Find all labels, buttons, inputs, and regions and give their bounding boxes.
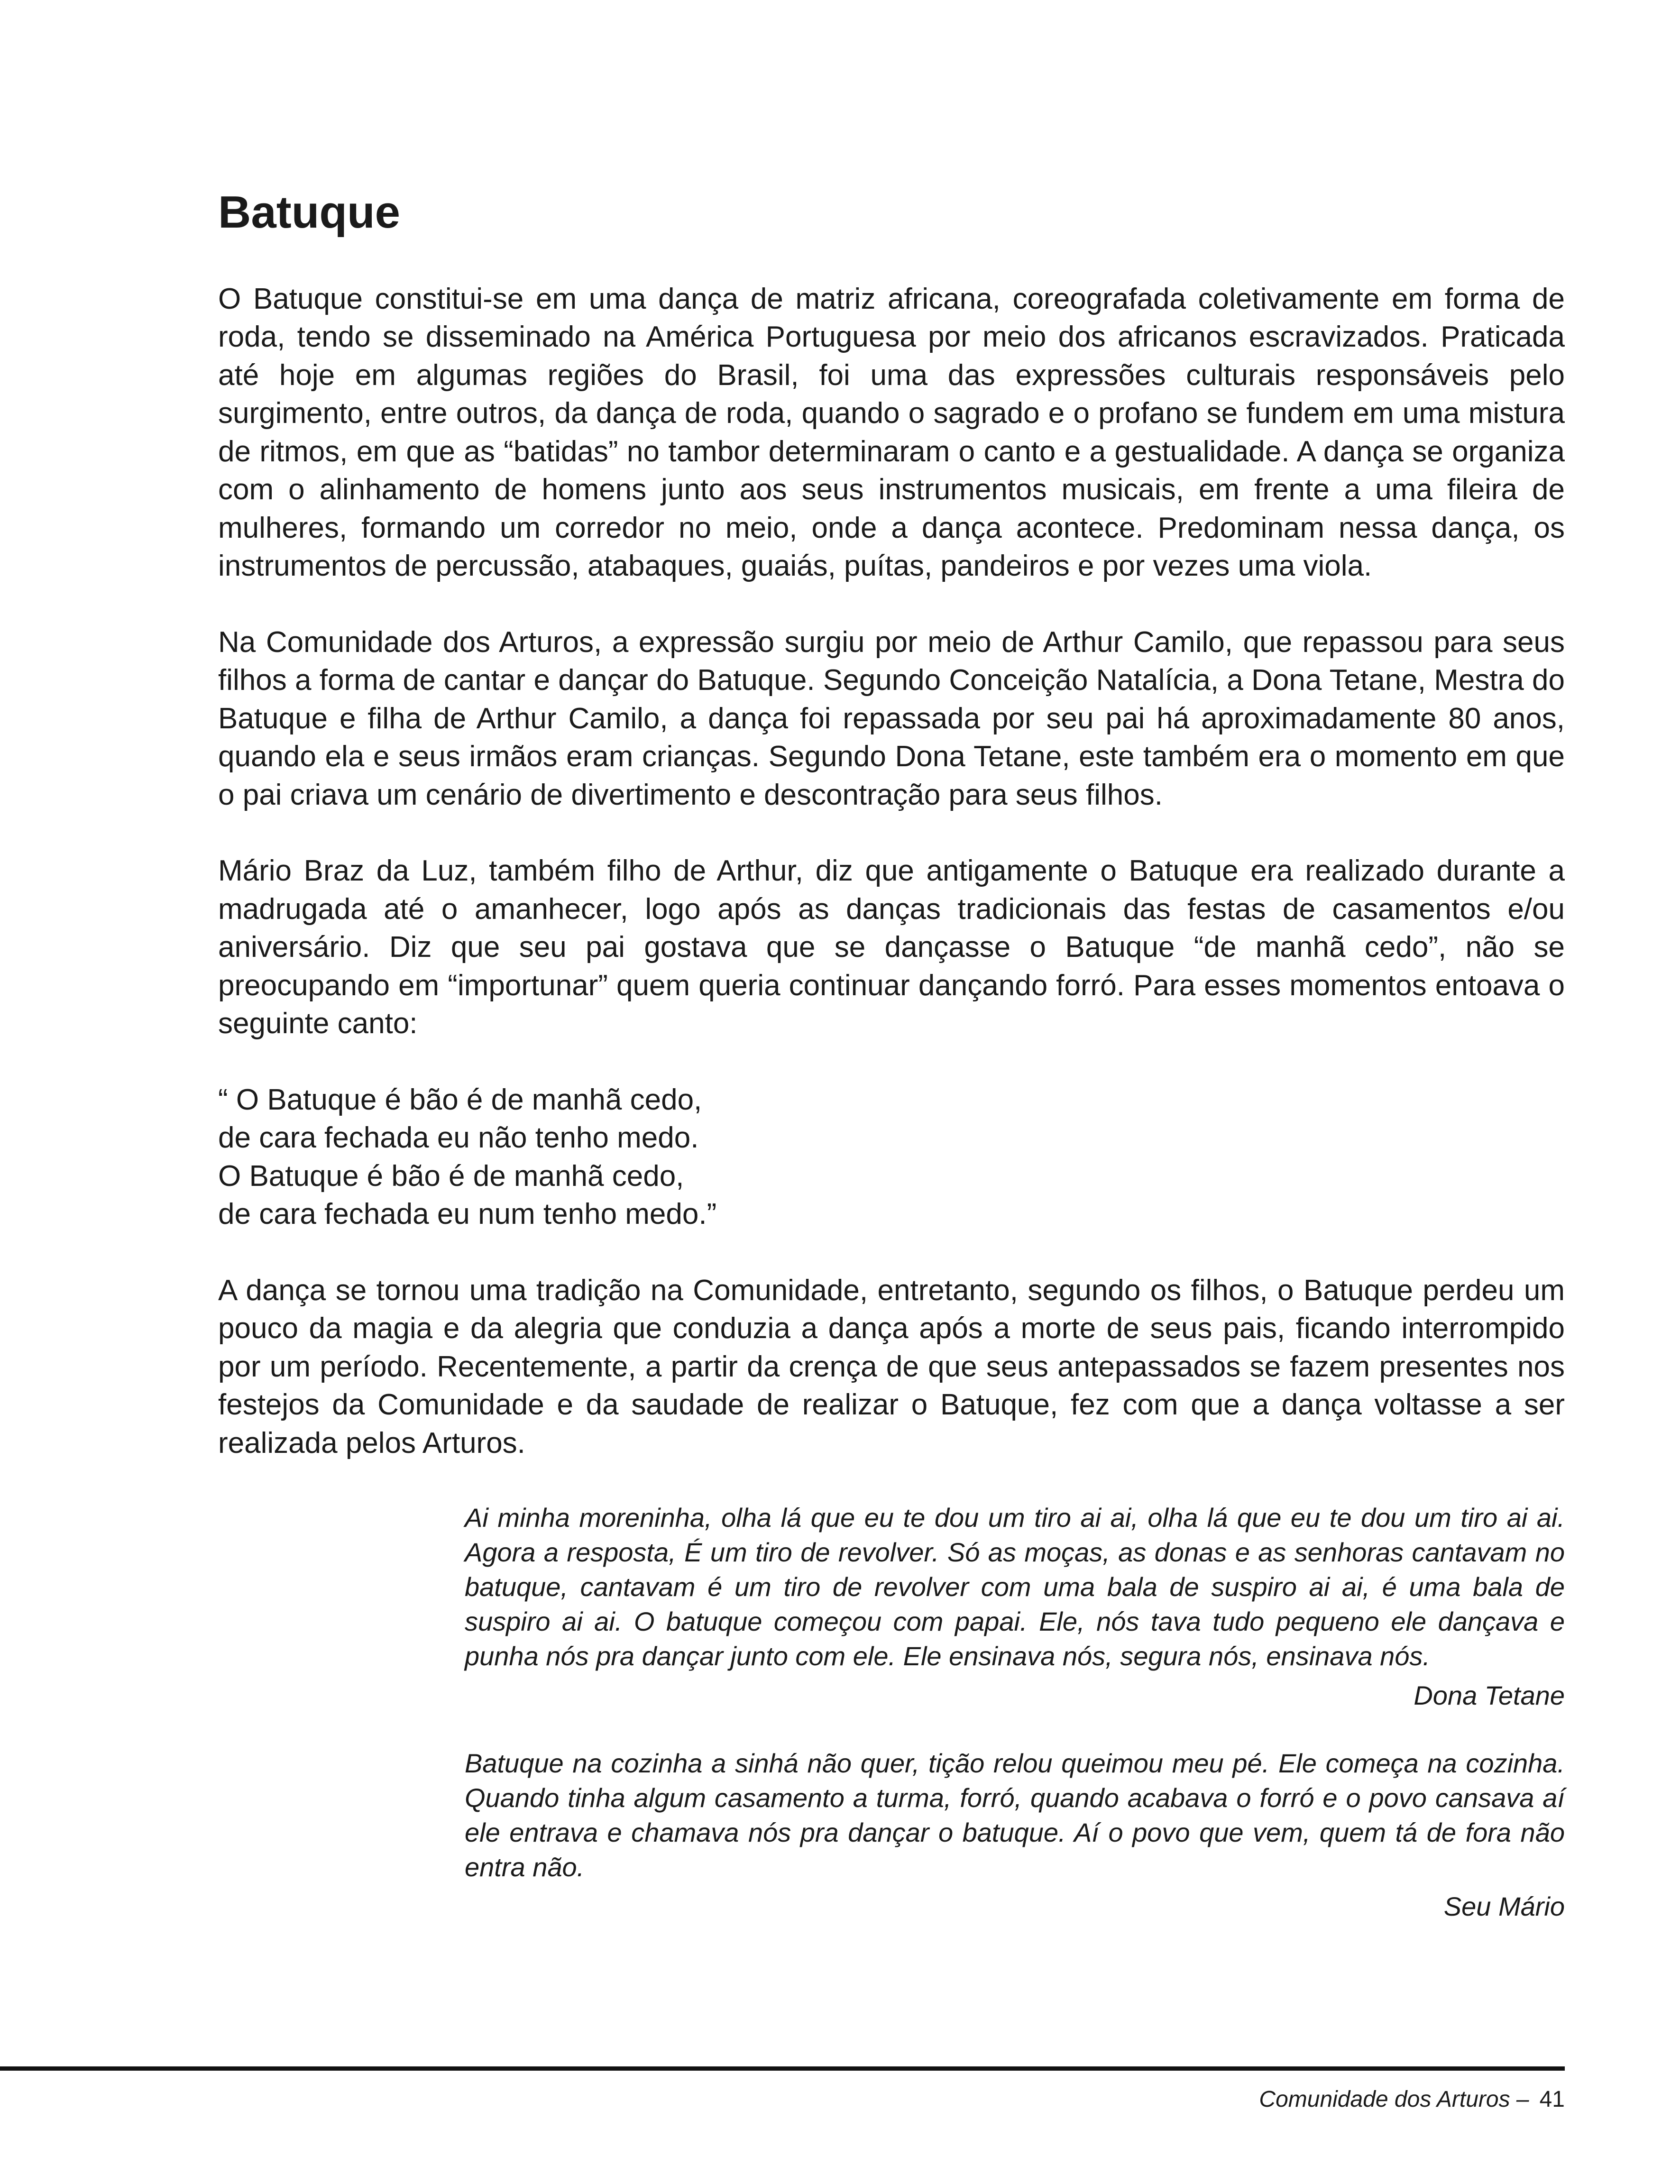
testimony-author: Seu Mário: [1443, 1891, 1565, 1922]
testimony-block: [465, 1500, 1565, 1713]
song-line: de cara fechada eu num tenho medo.”: [218, 1198, 717, 1231]
testimonies: [465, 1500, 1565, 1924]
body-paragraph: Mário Braz da Luz, também filho de Arthur, diz que antigamente o Batuque era realizado durante a madrugada até o amanhecer, logo após as danças tradicionais das festas de casamentos e/ou aniversário. Diz que seu pai gostava que se dançasse o Batuque “de manhã cedo”, não se preocupando em “importunar” quem queria continuar dançando forró. Para esses momentos entoava o seguinte canto:: [218, 854, 1565, 1040]
song-quote: [218, 1081, 1565, 1234]
testimony-text: Batuque na cozinha a sinhá não quer, tição relou queimou meu pé. Ele começa na cozinha. Quando tinha algum casamento a turma, forró, quando acabava o forró e o povo cansava aí ele entrava e chamava nós pra dançar o batuque. Aí o povo que vem, quem tá de fora não entra não.: [465, 1748, 1565, 1882]
body-paragraph: A dança se tornou uma tradição na Comunidade, entretanto, segundo os filhos, o Batuque perdeu um pouco da magia e da alegria que conduzia a dança após a morte de seus pais, ficando interrompido por um período. Recentemente, a partir da crença de que seus antepassados se fazem presentes nos festejos da Comunidade e da saudade de realizar o Batuque, fez com que a dança voltasse a ser realizada pelos Arturos.: [218, 1274, 1565, 1459]
song-line: de cara fechada eu não tenho medo.: [218, 1121, 699, 1155]
page-title: Batuque: [218, 187, 400, 238]
song-line: “ O Batuque é bão é de manhã cedo,: [218, 1083, 702, 1116]
page-footer: [1259, 2086, 1565, 2112]
testimony-block: [465, 1746, 1565, 1924]
footer-publication: Comunidade dos Arturos –: [1259, 2087, 1529, 2112]
footer-divider: [0, 2066, 1565, 2071]
page-number: 41: [1539, 2087, 1565, 2112]
body-paragraph: Na Comunidade dos Arturos, a expressão surgiu por meio de Arthur Camilo, que repassou para seus filhos a forma de cantar e dançar do Batuque. Segundo Conceição Natalícia, a Dona Tetane, Mestra do Batuque e filha de Arthur Camilo, a dança foi repassada por seu pai há aproximadamente 80 anos, quando ela e seus irmãos eram crianças. Segundo Dona Tetane, este também era o momento em que o pai criava um cenário de divertimento e descontração para seus filhos.: [218, 625, 1565, 811]
body-paragraph: O Batuque constitui-se em uma dança de matriz africana, coreografada coletivamente em forma de roda, tendo se disseminado na América Portuguesa por meio dos africanos escravizados. Praticada até hoje em algumas regiões do Brasil, foi uma das expressões culturais responsáveis pelo surgimento, entre outros, da dança de roda, quando o sagrado e o profano se fundem em uma mistura de ritmos, em que as “batidas” no tambor determinaram o canto e a gestualidade. A dança se organiza com o alinhamento de homens junto aos seus instrumentos musicais, em frente a uma fileira de mulheres, formando um corredor no meio, onde a dança acontece. Predominam nessa dança, os instrumentos de percussão, atabaques, guaiás, puítas, pandeiros e por vezes uma viola.: [218, 282, 1565, 583]
testimony-text: Ai minha moreninha, olha lá que eu te dou um tiro ai ai, olha lá que eu te dou um tiro ai ai. Agora a resposta, É um tiro de revolver. Só as moças, as donas e as senhoras cantavam no batuque, cantavam é um tiro de revolver com uma bala de suspiro ai ai, é uma bala de suspiro ai ai. O batuque começou com papai. Ele, nós tava tudo pequeno ele dançava e punha nós pra dançar junto com ele. Ele ensinava nós, segura nós, ensinava nós.: [465, 1503, 1565, 1671]
song-line: O Batuque é bão é de manhã cedo,: [218, 1159, 684, 1193]
page-content: [218, 187, 1565, 1957]
testimony-author: Dona Tetane: [1414, 1680, 1565, 1711]
